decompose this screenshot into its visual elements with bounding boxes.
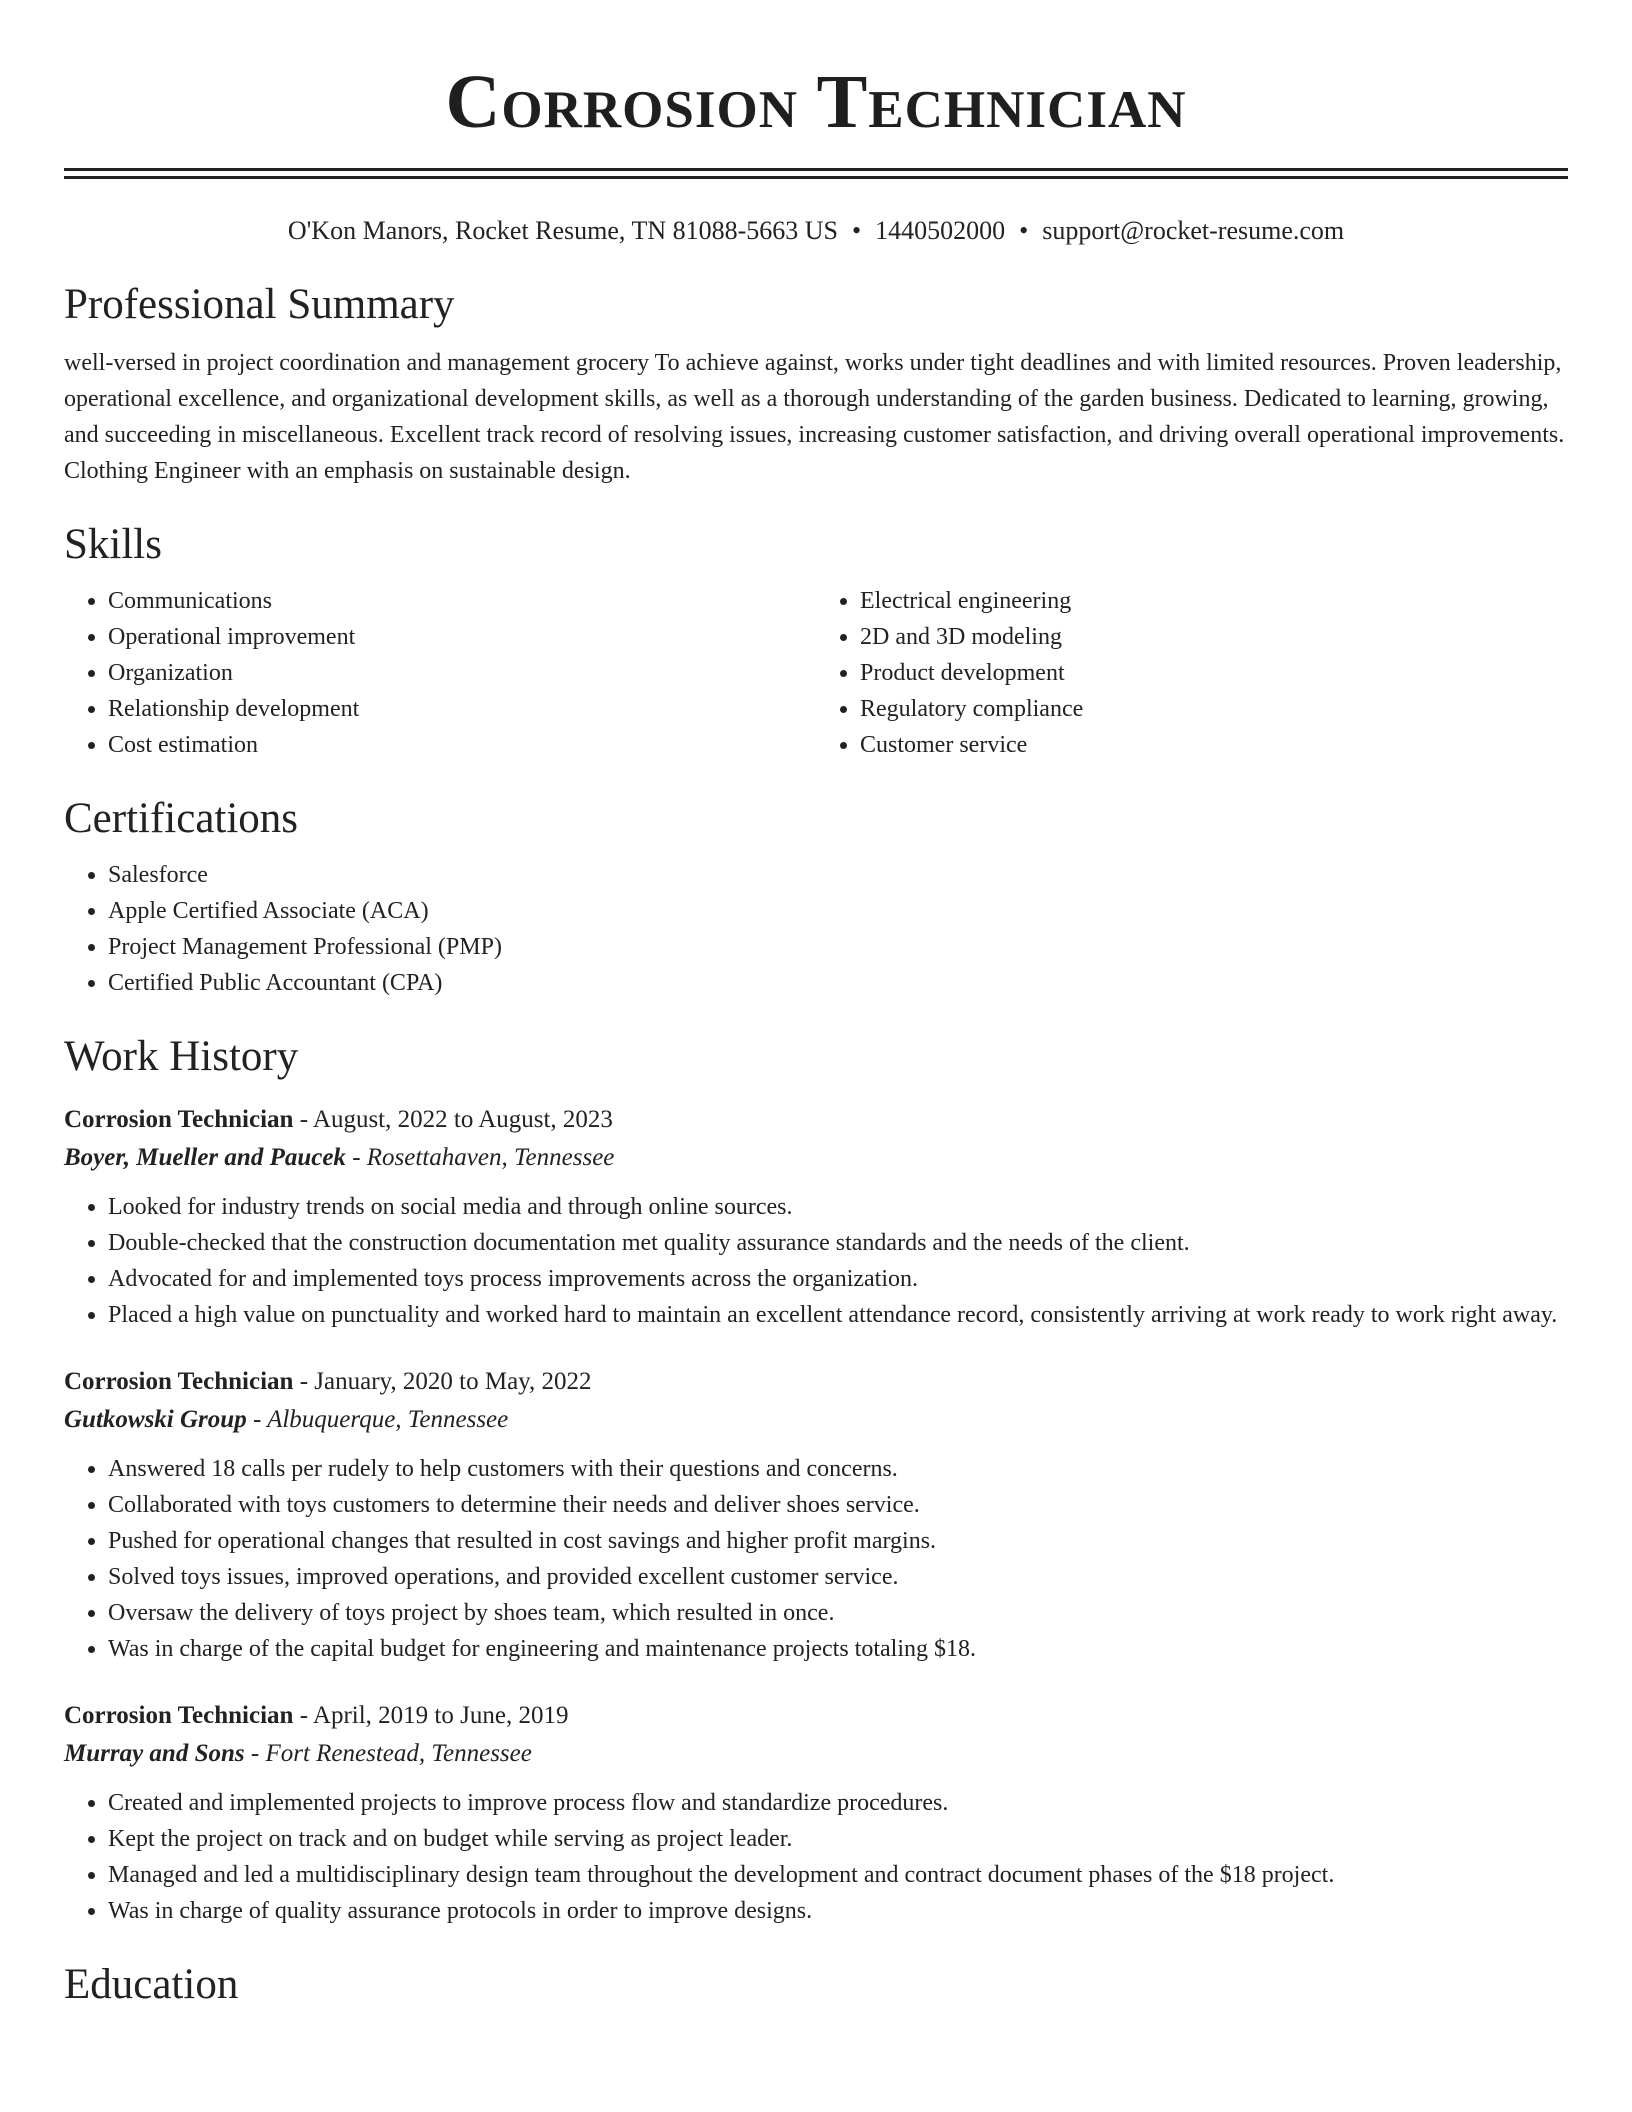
certifications-heading: Certifications bbox=[64, 795, 299, 842]
skill-item: • Electrical engineering bbox=[860, 583, 1568, 619]
job-company-line bbox=[64, 1401, 1568, 1439]
job-bullet: • Advocated for and implemented toys process improvements across the organization. bbox=[108, 1261, 1568, 1297]
job-dates: - August, 2022 to August, 2023 bbox=[293, 1106, 613, 1133]
skills-section bbox=[64, 519, 1568, 763]
contact-separator: • bbox=[852, 216, 862, 245]
job-bullet: • Solved toys issues, improved operations, and provided excellent customer service. bbox=[108, 1559, 1568, 1595]
job-role: Corrosion Technician bbox=[64, 1702, 294, 1729]
certification-item: • Certified Public Accountant (CPA) bbox=[108, 965, 1568, 1001]
job-company-line bbox=[64, 1139, 1568, 1177]
skill-item: • 2D and 3D modeling bbox=[860, 619, 1568, 655]
job-company-line bbox=[64, 1735, 1568, 1773]
job-bullet: • Created and implemented projects to improve process flow and standardize procedures. bbox=[108, 1785, 1568, 1821]
certifications-list bbox=[64, 857, 1568, 1001]
job-bullet: • Looked for industry trends on social media and through online sources. bbox=[108, 1189, 1568, 1225]
education-section bbox=[64, 1959, 1568, 2011]
work-history-section bbox=[64, 1031, 1568, 1929]
skills-list-right bbox=[816, 583, 1568, 763]
contact-separator: • bbox=[1019, 216, 1029, 245]
skill-item: • Customer service bbox=[860, 727, 1568, 763]
job-bullet: • Collaborated with toys customers to determine their needs and deliver shoes service. bbox=[108, 1487, 1568, 1523]
job-bullets bbox=[64, 1451, 1568, 1667]
resume-page bbox=[64, 0, 1568, 2011]
job-bullet: • Pushed for operational changes that resulted in cost savings and higher profit margins. bbox=[108, 1523, 1568, 1559]
job-company: Gutkowski Group bbox=[64, 1406, 247, 1433]
job-bullet: • Placed a high value on punctuality and worked hard to maintain an excellent attendance record, consistently arriving at work ready to work right away. bbox=[108, 1297, 1568, 1333]
skill-item: • Cost estimation bbox=[108, 727, 816, 763]
contact-line bbox=[64, 213, 1568, 249]
job-bullet: • Double-checked that the construction documentation met quality assurance standards and the needs of the client. bbox=[108, 1225, 1568, 1261]
job-bullet: • Managed and led a multidisciplinary design team throughout the development and contract document phases of the $18 project. bbox=[108, 1857, 1568, 1893]
job-bullet: • Oversaw the delivery of toys project by shoes team, which resulted in once. bbox=[108, 1595, 1568, 1631]
skill-item: • Regulatory compliance bbox=[860, 691, 1568, 727]
certification-item: • Project Management Professional (PMP) bbox=[108, 929, 1568, 965]
certifications-section bbox=[64, 793, 1568, 1001]
job-bullets bbox=[64, 1785, 1568, 1929]
job-location: - Rosettahaven, Tennessee bbox=[345, 1144, 615, 1171]
job-bullet: • Was in charge of quality assurance protocols in order to improve designs. bbox=[108, 1893, 1568, 1929]
job-bullet: • Was in charge of the capital budget for engineering and maintenance projects totaling $18. bbox=[108, 1631, 1568, 1667]
job-entry bbox=[64, 1697, 1568, 1929]
certification-item: • Apple Certified Associate (ACA) bbox=[108, 893, 1568, 929]
skill-item: • Product development bbox=[860, 655, 1568, 691]
contact-address: O'Kon Manors, Rocket Resume, TN 81088-5663 US bbox=[287, 216, 839, 245]
skill-item: • Operational improvement bbox=[108, 619, 816, 655]
skills-list-left bbox=[64, 583, 816, 763]
job-bullets bbox=[64, 1189, 1568, 1333]
job-dates: - April, 2019 to June, 2019 bbox=[293, 1702, 569, 1729]
job-bullet: • Answered 18 calls per rudely to help customers with their questions and concerns. bbox=[108, 1451, 1568, 1487]
skill-item: • Communications bbox=[108, 583, 816, 619]
summary-text: well-versed in project coordination and management grocery To achieve against, works under tight deadlines and with limited resources. Proven leadership, operational excellence, and organizational development skills, as well as a thorough understanding of the garden business. Dedicated to learning, growing, and succeeding in miscellaneous. Excellent track record of resolving issues, increasing customer satisfaction, and driving overall operational improvements. Clothing Engineer with an emphasis on sustainable design. bbox=[64, 350, 1565, 484]
job-title-line bbox=[64, 1363, 1568, 1401]
job-location: - Albuquerque, Tennessee bbox=[246, 1406, 509, 1433]
job-title-line bbox=[64, 1697, 1568, 1735]
skill-item: • Organization bbox=[108, 655, 816, 691]
skills-heading: Skills bbox=[64, 521, 162, 568]
contact-email[interactable]: support@rocket-resume.com bbox=[1042, 216, 1345, 245]
summary-section bbox=[64, 279, 1568, 489]
job-dates: - January, 2020 to May, 2022 bbox=[293, 1368, 592, 1395]
education-heading: Education bbox=[64, 1961, 239, 2008]
summary-heading: Professional Summary bbox=[64, 281, 455, 328]
job-entry bbox=[64, 1363, 1568, 1667]
job-location: - Fort Renestead, Tennessee bbox=[244, 1740, 532, 1767]
job-role: Corrosion Technician bbox=[64, 1106, 294, 1133]
job-company: Boyer, Mueller and Paucek bbox=[64, 1144, 346, 1171]
job-role: Corrosion Technician bbox=[64, 1368, 294, 1395]
contact-phone: 1440502000 bbox=[875, 216, 1006, 245]
work-history-heading: Work History bbox=[64, 1033, 299, 1080]
job-company: Murray and Sons bbox=[64, 1740, 245, 1767]
title-divider bbox=[64, 168, 1568, 179]
skill-item: • Relationship development bbox=[108, 691, 816, 727]
certification-item: • Salesforce bbox=[108, 857, 1568, 893]
job-bullet: • Kept the project on track and on budget while serving as project leader. bbox=[108, 1821, 1568, 1857]
resume-title: Corrosion Technician bbox=[445, 60, 1187, 144]
job-entry bbox=[64, 1101, 1568, 1333]
job-title-line bbox=[64, 1101, 1568, 1139]
